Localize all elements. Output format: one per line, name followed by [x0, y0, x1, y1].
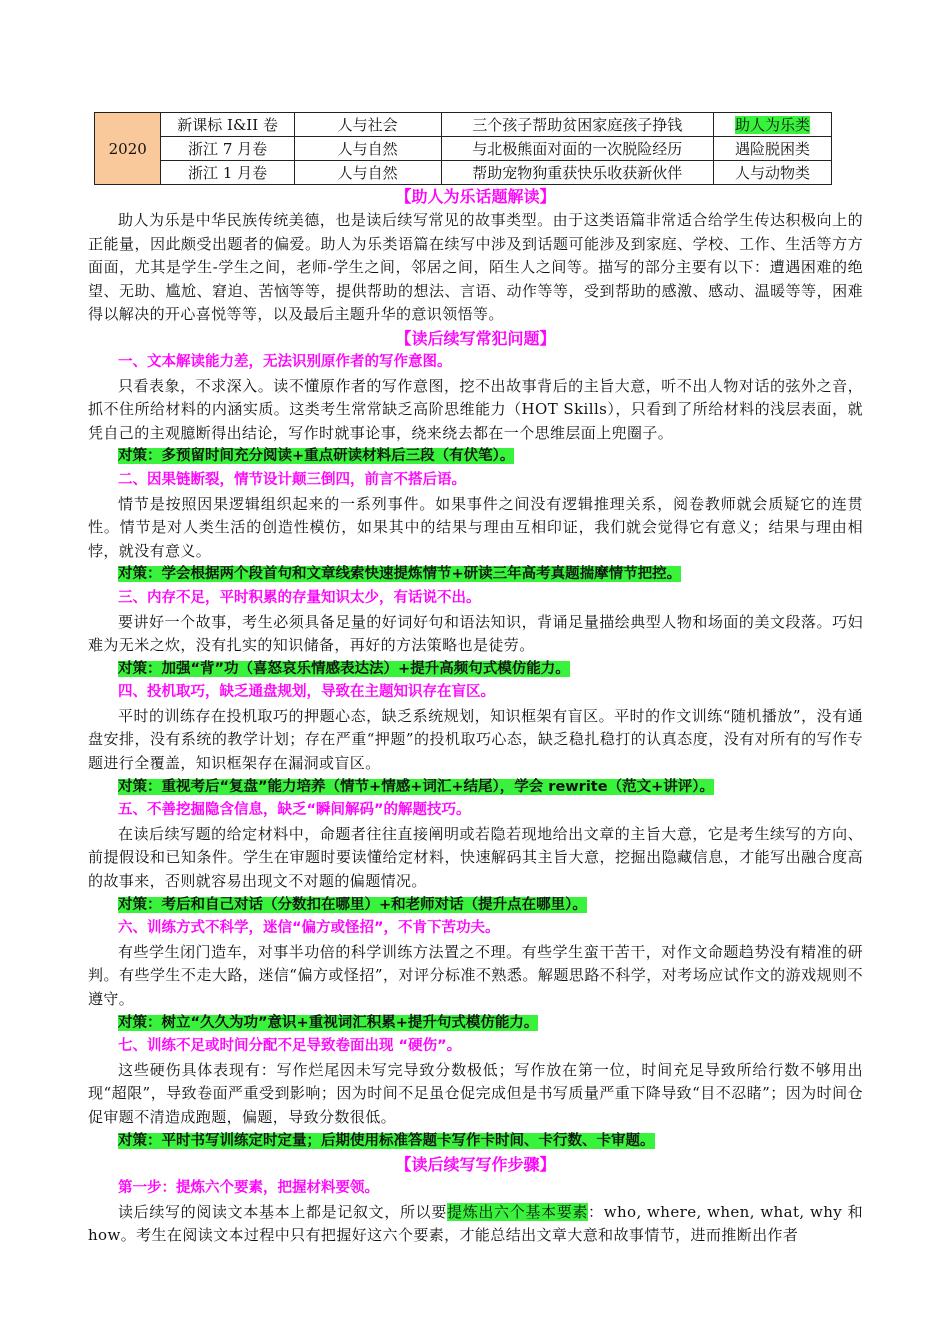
problem-title: 三、内存不足，平时积累的存量知识太少，有话说不出。	[118, 589, 481, 606]
problem-title: 一、文本解读能力差，无法识别原作者的写作意图。	[118, 353, 452, 370]
problem-text: 有些学生闭门造车，对事半功倍的科学训练方法置之不理。有些学生蛮干苦干，对作文命题趋势没有精准的研判。有些学生不走大路，迷信“偏方或怪招”，对评分标准不熟悉。解题思路不科学，对考场应试作文的游戏规则不遵守。	[88, 942, 863, 1008]
problem-title: 四、投机取巧，缺乏通盘规划，导致在主题知识存在盲区。	[118, 684, 495, 701]
table-row	[95, 161, 832, 185]
problem-item	[88, 351, 863, 469]
topic-paragraph: 助人为乐是中华民族传统美德，也是读后续写常见的故事类型。由于这类语篇非常适合给学生传达积极向上的正能量，因此颇受出题者的偏爱。助人为乐类语篇在续写中涉及到话题可能涉及到家庭、学校、工作、生活等方方面面，尤其是学生-学生之间，老师-学生之间，邻居之间，陌生人之间等。描写的部分主要有以下：遭遇困难的绝望、无助、尴尬、窘迫、苦恼等等，提供帮助的想法、言语、动作等等，受到帮助的感激、感动、温暖等等，困难得以解决的开心喜悦等等，以及最后主题升华的意识领悟等。	[88, 211, 863, 324]
step-highlight: 提炼出六个基本要素	[447, 1202, 589, 1221]
section-heading-problems: 【读后续写常犯问题】	[395, 328, 556, 348]
theme-cell: 人与社会	[294, 113, 441, 137]
problem-title: 五、不善挖掘隐含信息，缺乏“瞬间解码”的解题技巧。	[118, 802, 471, 819]
problem-item	[88, 799, 863, 917]
strategy-line: 对策：考后和自己对话（分数扣在哪里）+和老师对话（提升点在哪里）。	[118, 896, 587, 913]
theme-cell: 人与自然	[294, 161, 441, 185]
story-cell: 三个孩子帮助贫困家庭孩子挣钱	[441, 113, 713, 137]
problem-item	[88, 469, 863, 587]
problem-text: 这些硬伤具体表现有：写作烂尾因未写完导致分数极低；写作放在第一位，时间充足导致所给行数不够用出现“超限”，导致卷面严重受到影响；因为时间不足虽仓促完成但是书写质量严重下降导致“目不忍睹”；因为时间仓促审题不清造成跑题，偏题，导致分数很低。	[88, 1060, 863, 1126]
problem-text: 只看表象，不求深入。读不懂原作者的写作意图，挖不出故事背后的主旨大意，听不出人物对话的弦外之音，抓不住所给材料的内涵实质。这类考生常常缺乏高阶思维能力（HOT Skills），只看到了所给材料的浅层表面，就凭自己的主观臆断得出结论，写作时就事论事，绕来绕去都在一个思维层面上兜圈子。	[88, 376, 863, 442]
problem-title: 六、训练方式不科学，迷信“偏方或怪招”，不肯下苦功夫。	[118, 920, 500, 937]
problem-title: 七、训练不足或时间分配不足导致卷面出现 “硬伤”。	[118, 1038, 462, 1055]
paper-cell: 浙江 7 月卷	[161, 137, 294, 161]
theme-cell: 人与自然	[294, 137, 441, 161]
document-page	[88, 112, 863, 1248]
type-highlight: 助人为乐类	[734, 115, 810, 134]
story-cell: 与北极熊面对面的一次脱险经历	[441, 137, 713, 161]
type-cell: 遇险脱困类	[713, 137, 831, 161]
year-cell: 2020	[95, 113, 161, 185]
problem-item	[88, 1035, 863, 1153]
paper-cell: 新课标 I&II 卷	[161, 113, 294, 137]
strategy-line: 对策：重视考后“复盘”能力培养（情节+情感+词汇+结尾），学会 rewrite（范文+讲评）。	[118, 778, 714, 795]
type-cell	[713, 113, 831, 137]
problem-text: 平时的训练存在投机取巧的押题心态，缺乏系统规划，知识框架有盲区。平时的作文训练“随机播放”，没有通盘安排，没有系统的教学计划；存在严重“押题”的投机取巧心态，缺乏稳扎稳打的认真态度，没有对所有的写作专题进行全覆盖，知识框架存在漏洞或盲区。	[88, 706, 863, 773]
problem-title: 二、因果链断裂，情节设计颠三倒四，前言不搭后语。	[118, 471, 466, 488]
story-cell: 帮助宠物狗重获快乐收获新伙伴	[441, 161, 713, 185]
type-cell: 人与动物类	[713, 161, 831, 185]
step-text: 读后续写的阅读文本基本上都是记叙文，所以要提炼出六个基本要素：who, where, when, what, why 和 how。考生在阅读文本过程中只有把握好这六个要素，才能总结出文章大意和故事情节，进而推断出作者	[88, 1202, 864, 1245]
problem-text: 要讲好一个故事，考生必须具备足量的好词好句和语法知识，背诵足量描绘典型人物和场面的美文段落。巧妇难为无米之炊，没有扎实的知识储备，再好的方法策略也是徒劳。	[88, 612, 863, 655]
problem-item	[88, 681, 863, 799]
strategy-line: 对策：平时书写训练定时定量；后期使用标准答题卡写作卡时间、卡行数、卡审题。	[118, 1132, 655, 1149]
table-row	[95, 137, 832, 161]
exam-table	[94, 112, 832, 185]
problem-item	[88, 587, 863, 681]
strategy-line: 对策：树立“久久为功”意识+重视词汇积累+提升句式模仿能力。	[118, 1014, 539, 1031]
step-title: 第一步：提炼六个要素，把握材料要领。	[118, 1180, 379, 1197]
paper-cell: 浙江 1 月卷	[161, 161, 294, 185]
strategy-line: 对策：多预留时间充分阅读+重点研读材料后三段（有伏笔）。	[118, 448, 515, 465]
strategy-line: 对策：加强“背”功（喜怒哀乐情感表达法）+提升高频句式模仿能力。	[118, 660, 570, 677]
strategy-line: 对策：学会根据两个段首句和文章线索快速提炼情节+研读三年高考真题揣摩情节把控。	[118, 566, 682, 583]
problem-item	[88, 917, 863, 1035]
section-heading-topic: 【助人为乐话题解读】	[395, 187, 556, 206]
problem-text: 在读后续写题的给定材料中，命题者往往直接阐明或若隐若现地给出文章的主旨大意，它是考生续写的方向、前提假设和已知条件。学生在审题时要读懂给定材料，快速解码其主旨大意，挖掘出隐藏信息，才能写出融合度高的故事来，否则就容易出现文不对题的偏题情况。	[88, 824, 863, 891]
table-row	[95, 113, 832, 137]
section-heading-steps: 【读后续写写作步骤】	[395, 1155, 556, 1175]
problem-text: 情节是按照因果逻辑组织起来的一系列事件。如果事件之间没有逻辑推理关系，阅卷教师就会质疑它的连贯性。情节是对人类生活的创造性模仿，如果其中的结果与理由互相印证，我们就会觉得它有意义；结果与理由相悖，就没有意义。	[88, 494, 863, 560]
